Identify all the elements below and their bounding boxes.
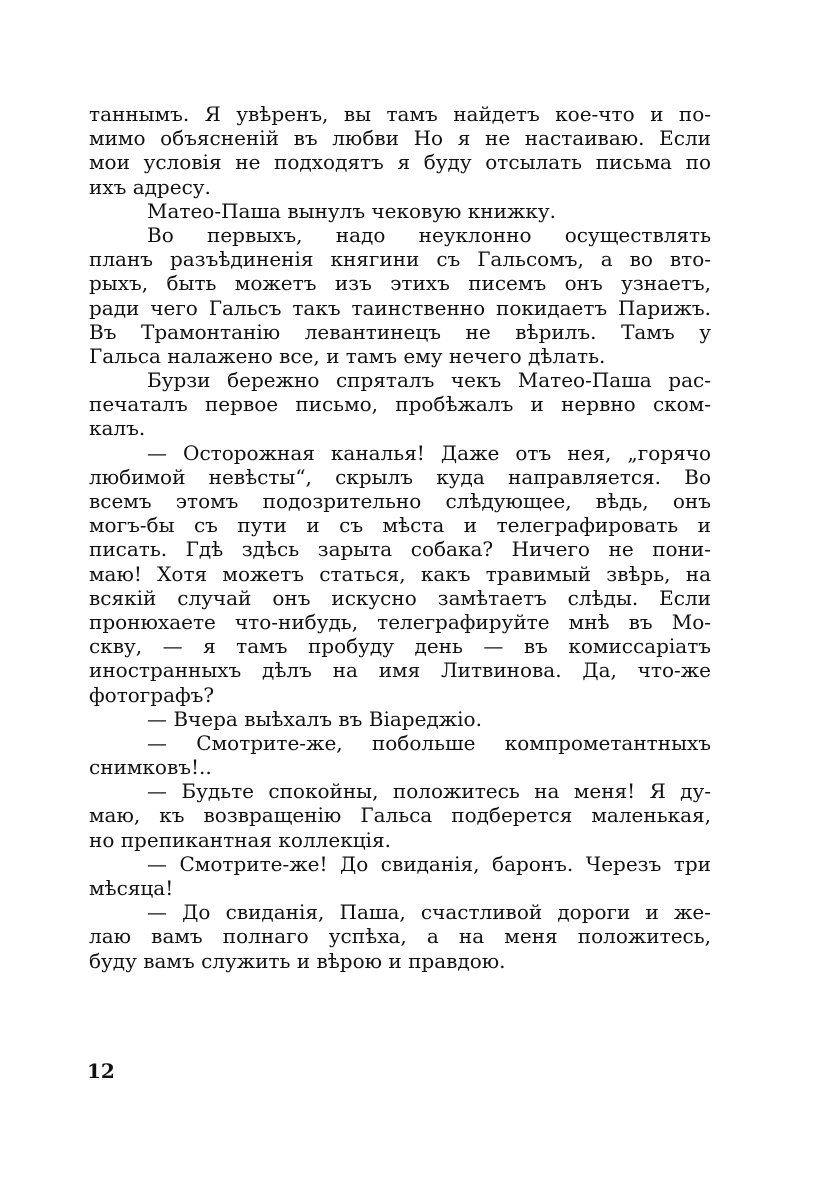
text-line: — До свиданія, Паша, счастливой дороги и же- [147,900,711,925]
text-line: — Смотрите-же! До свиданія, баронъ. Черезъ три [147,851,711,876]
text-line: мимо объясненій въ любви Но я не настаиваю. Если [89,126,711,151]
text-line: могъ-бы съ пути и съ мѣста и телеграфировать и [89,513,711,538]
text-line: Въ Трамонтанію левантинецъ не вѣрилъ. Тамъ у [89,319,711,344]
text-line: маю, къ возвращенію Гальса подберется маленькая, [89,803,711,828]
text-line: буду вамъ служить и вѣрою и правдою. [89,948,506,973]
text-line: фотографъ? [89,682,215,707]
text-line: Гальса налажено все, и тамъ ему нечего дѣлать. [89,343,606,368]
text-line: пронюхаете что-нибудь, телеграфируйте мнѣ въ Мо- [89,609,711,634]
text-line: писать. Гдѣ здѣсь зарыта собака? Ничего не пони- [89,537,711,562]
text-line: печаталъ первое письмо, пробѣжалъ и нервно ском- [89,392,711,417]
text-line: калъ. [89,416,146,441]
text-line: любимой невѣсты“, скрылъ куда направляется. Во [89,464,711,489]
text-line: снимковъ!.. [89,755,212,780]
text-line: Во первыхъ, надо неуклонно осуществлять [147,222,711,247]
text-line: планъ разъѣдиненія княгини съ Гальсомъ, а во вто- [89,247,711,272]
text-line: мои условія не подходятъ я буду отсылать письма по [89,150,711,175]
page-number: 12 [87,1059,115,1083]
text-line: Бурзи бережно спряталъ чекъ Матео-Паша рас- [147,368,711,393]
text-line: таннымъ. Я увѣренъ, вы тамъ найдетъ кое-что и по- [89,102,711,126]
text-line: мѣсяца! [89,876,174,900]
text-line: — Смотрите-же, побольше компрометантныхъ [147,730,711,755]
text-line: лаю вамъ полнаго успѣха, а на меня положитесь, [89,924,711,949]
text-line: скву, — я тамъ пробуду день — въ комиссаріатъ [89,634,711,659]
text-line: но препикантная коллекція. [89,827,391,852]
text-line: Матео-Паша вынулъ чековую книжку. [147,198,556,223]
body-text [89,102,711,973]
text-line: ради чего Гальсъ такъ таинственно покидаетъ Парижъ. [89,295,711,320]
text-line: ихъ адресу. [89,174,211,199]
text-line: иностранныхъ дѣлъ на имя Литвинова. Да, что-же [89,658,711,683]
text-line: всякій случай онъ искусно замѣтаетъ слѣды. Если [89,585,711,610]
text-line: — Осторожная каналья! Даже отъ нея, „горячо [147,440,711,465]
text-line: всемъ этомъ подозрительно слѣдующее, вѣдь, онъ [89,489,711,513]
text-line: рыхъ, быть можетъ изъ этихъ писемъ онъ узнаетъ, [89,271,711,296]
text-line: — Вчера выѣхалъ въ Віареджіо. [147,706,482,731]
text-line: — Будьте спокойны, положитесь на меня! Я ду- [147,779,711,804]
text-line: маю! Хотя можетъ статься, какъ травимый звѣрь, на [89,561,711,586]
